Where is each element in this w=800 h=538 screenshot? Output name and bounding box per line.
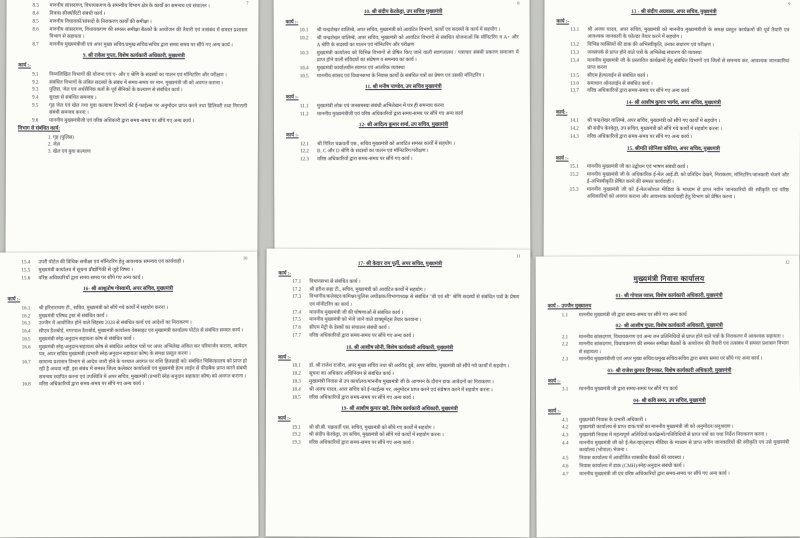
works-label: कार्य :- — [556, 19, 570, 25]
work-item-text: B, C और D श्रेणि के सदस्यों का पालन एवं मॉनिटरिंग/परीक्षण । — [317, 149, 429, 155]
work-item — [562, 311, 789, 319]
work-item-text: माननीय मुख्यमंत्री जी का उद्बोधन एवं भाषण संबंधी कार्य । — [586, 164, 689, 171]
work-item-text: मुख्यमंत्री लोक एवं जनसमस्या संबंधी अभिलेखन में पत्र ही समन्वय करना — [316, 103, 444, 109]
work-item-number: 10.1 — [299, 28, 309, 34]
works-label: कार्य :- — [278, 271, 292, 277]
scanned-page — [265, 249, 530, 538]
work-item — [21, 274, 246, 282]
work-item — [33, 3, 248, 11]
work-item — [570, 57, 789, 72]
work-item — [292, 333, 519, 341]
work-item-number: 10.4 — [299, 66, 309, 72]
work-item-text: वरिष्ठ अधिकारियों द्वारा समय-समय पर सौंपे गए कार्य । — [317, 157, 413, 163]
work-item-number: 18.5 — [291, 395, 301, 401]
work-item-number: 8.4 — [32, 11, 39, 17]
work-item-text: वरिष्ठ अधिकारियों द्वारा समय-समय पर सौंपे गए अन्य कार्य — [587, 89, 689, 95]
work-item — [32, 103, 247, 118]
page-content — [266, 249, 531, 453]
work-item — [570, 49, 789, 57]
work-item-number: 15.4 — [21, 260, 31, 266]
work-item-text: माननीय सांसद एवं विधानसभा के निवास कार्यों के संबंधित पत्रों का प्रेषण एवं उसकी मॉनिटरिंग । — [316, 73, 485, 79]
work-item-text: श्री हरीश सहा टी., सचिव, मुख्यमंत्री को आवंटित कार्यों में सहयोग । — [309, 287, 426, 293]
works-label: कार्य :- — [18, 63, 31, 69]
work-item — [300, 34, 519, 49]
work-item-number: 13.2 — [570, 42, 580, 48]
work-item-text: वरिष्ठ अधिकारियों द्वारा समय-समय पर सौंपे गए अन्य कार्य । — [308, 395, 414, 401]
work-item-text: माननीय विधायकों/सांसदों के निराकरण कार्यों की समीक्षा । — [49, 19, 152, 25]
work-item — [562, 333, 789, 341]
work-item-number: 15.5 — [21, 268, 31, 274]
work-item — [292, 363, 519, 371]
work-item — [292, 386, 519, 394]
work-item-text: माननीय मुख्यमंत्रीजी एवं वरिष्ठ अधिकारी द्वारा समय-समय पर सौंपे गए अन्य कार्य । — [49, 118, 195, 125]
work-item-number: 10.2 — [299, 35, 309, 41]
work-item-number: 16.1 — [21, 306, 31, 312]
work-item — [570, 118, 789, 126]
work-item-number: 14.2 — [569, 126, 579, 132]
work-item-number: 4.3 — [562, 433, 569, 439]
work-item — [570, 164, 789, 172]
work-item-number: 8.5 — [32, 19, 39, 25]
work-item — [300, 64, 519, 72]
work-item — [292, 378, 519, 386]
work-item-text: श्री सी.बी. चक्रवर्ती एस, सचिव, मुख्यमंत्री को सौंपे गए कार्यों में सहयोग । — [308, 425, 435, 431]
work-item-text: मुख्यमंत्री कार्यालय को विभिन्न विभागों से प्रेषित किए जाने वाली स्वागतालय / पत्राचार संबंधी प्रकरण समाजन में प्राप्त होने वाली संविदयों का संप्रेषण व समन्वय का कार्य । — [316, 50, 519, 64]
section-heading: 01- श्री गोपाल व्यास, विशेष कार्यकारी अधिकारी, मुख्यमंत्री — [615, 293, 723, 300]
work-item-text: निवास कार्यालय में डाक (CMH)/स्नेह/अनुदान संबंधी कार्य । — [579, 463, 685, 470]
work-item — [562, 416, 789, 424]
work-item-text: निम्नलिखित विभागों की योजना एवं ए- और ए श्रेणि के सदस्यों का पालन एवं मॉनिटरिंग और परीक्षण । — [49, 72, 227, 79]
work-item-text: सामान्य प्रशासन विभाग से आदेश जारी होने के पश्चात अवगत पर राशि हितग्राही को/ संबंधित चिकित्सालय को प्राप्त हो रही है अथवा नहीं, इस संबंध में समस्त जिला कलेक्टर कार्यालयों एवं मुख्यमंत्री हेल्प लाईन से फीडबैक प्राप्त करने संबंधी समन्वय स्थापित करना एवं उपस्थिति में अपर सचिव, मुख्यमंत्री (प्रभारी स्नेह/अनुदान सहायता कोष) को अवगत कराना । — [38, 359, 247, 380]
work-item-text: माननीय सांसदगण, विधायकगण एवं अन्य जन प्रतिनिधियों से प्राप्त होने वाले पत्रों के निराकरण में आवश्यक सहायता । — [578, 334, 784, 340]
work-item — [300, 148, 519, 156]
work-item-number: 16.8 — [21, 382, 31, 388]
work-item-text: मुख्यमंत्री कार्यालय में सूचना प्रौद्योगिकी से जुड़े विषय । — [38, 267, 133, 274]
page-content — [0, 251, 258, 393]
scanned-page — [274, 0, 531, 257]
section-heading: 10. श्री संदीप केरकेट्टा, उप सचिव मुख्यमंत्री — [363, 8, 443, 15]
work-item-number: 4.6 — [562, 464, 569, 470]
section-heading: 12- श्री आदित्य कुमार शर्मा, उप सचिव, मुख्यमंत्री — [358, 122, 449, 129]
work-item — [562, 386, 789, 394]
work-item-text: माननीय मुख्यमंत्री जी को ई-मेल/सोशल मीडिया के माध्यम से प्राप्त नवीन जानकारियों की स्वीकृति एवं वरिष्ठ अधिकारियों को अवगत कराना और आवश्यक कार्यवाही हेतु विभाग को प्रेषित करना । — [586, 187, 789, 201]
work-item-text: सूचना का अधिकार अधिनियम से संबंधित कार्य । — [309, 371, 394, 377]
section-heading: 19- श्री आशीष कुमार खरे, विशेष कार्यकारी अधिकारी, मुख्यमंत्री — [341, 406, 458, 413]
section-heading: 02- श्री आशीष गुप्ता, विशेष कार्यकारी अधिकारी, मुख्यमंत्री — [615, 323, 723, 330]
department-list-item: 3. खेल एवं युवा कल्याण — [47, 149, 91, 155]
page-number: 7 — [246, 0, 249, 6]
work-item-text: श्री अजय यादव, अपर सचिव को ई-फाईल्स पर, अनुमोदन प्राप्त करने एवं संप्रेषण करने में सहयोग करना । — [309, 387, 493, 393]
work-item-text: समाधान ऑनलाईन से संबंधित कार्य । — [587, 81, 653, 87]
work-item — [32, 41, 247, 49]
work-item-number: 9.4 — [32, 95, 39, 101]
work-item — [300, 110, 519, 118]
section-heading: 18. श्री आशीष सोनी, विशेष कार्यकारी अधिकारी, मुख्यमंत्री — [346, 344, 454, 352]
works-label: कार्य:- — [556, 110, 568, 116]
scanned-page — [0, 251, 259, 537]
work-item — [562, 341, 789, 356]
work-item-text: माननीय मुख्यमंत्री जी को ई-मेल/व्हाट्सएप मीडिया के माध्यम से प्राप्त नवीन जानकारियों की स्वीकृति एवं उसे मुख्यमंत्री कार्यालय (भोपाल) भेजना । — [579, 440, 790, 454]
work-item-text: माननीय मुख्यमंत्री जी एवं वरिष्ठ अधिकारियों द्वारा समय-समय पर सौंपे गए अन्य कार्य । — [579, 471, 730, 478]
work-item — [300, 156, 519, 164]
work-item-number: 19.3 — [291, 440, 301, 446]
department-list-item: 1. गृह (पुलिस) — [47, 135, 74, 141]
work-item-number: 4.1 — [562, 417, 569, 423]
work-item-text: श्री हरिनारायण टी., सचिव, मुख्यमंत्री को सौंपे गये कार्यों में सहयोग करना । — [38, 305, 169, 312]
work-item-text: वरिष्ठ अधिकारियों द्वारा समय-समय पर सौंपे गए अन्य कार्य । — [38, 275, 144, 282]
work-item-number: 15.2 — [569, 172, 579, 178]
work-item-number: 19.2 — [291, 433, 301, 439]
work-item-number: 16.3 — [21, 321, 31, 327]
work-item — [292, 371, 519, 379]
work-item-text: गृह जेल एवं खेल तथा युवा कल्याण विभागों की ई-फाईल्स पर अनुमोदन प्राप्त करने तथा डिलिवरी तथा निगरानी संबंधी समन्वय करना । — [49, 103, 248, 117]
page-number: 11 — [516, 253, 521, 259]
work-item — [300, 49, 519, 64]
work-item-text: सीएम डैशबोर्ड, नगरपाल डैशबोर्ड, मुख्यमंत्री कार्यालय वेबसाइट एवं मुख्यमंत्री कार्यालय पोर्टल से संबंधित समस्त कार्य । — [38, 328, 244, 335]
work-item — [562, 463, 789, 471]
work-item-number: 2.1 — [561, 334, 569, 340]
work-item — [570, 42, 789, 50]
work-item-number: 12.1 — [300, 141, 309, 147]
work-item-number: 13.4 — [570, 58, 579, 64]
works-label: कार्य :- — [285, 19, 299, 25]
scanned-page — [5, 0, 258, 255]
work-item-text: वरिष्ठ अधिकारियों द्वारा समय-समय पर सौंपे गए अन्य कार्य । — [38, 382, 144, 388]
work-item-number: 16.6 — [21, 345, 31, 351]
work-item — [562, 356, 789, 364]
work-item — [32, 71, 247, 79]
work-item-number: 9.3 — [32, 87, 39, 93]
work-item — [570, 172, 789, 187]
work-item — [570, 187, 789, 202]
work-item — [570, 134, 789, 142]
work-item-text: डॉ. श्री राजेश राजौरा, अपर मुख्य सचिव तथा श्री अरविंद दुबे, अपर सचिव, मुख्यमंत्री को सौंपे गये कार्यों में सहयोग । — [309, 363, 510, 370]
work-item — [292, 424, 519, 432]
work-item — [292, 294, 519, 309]
page-number: 10 — [242, 255, 248, 261]
work-item — [300, 102, 519, 110]
work-item-text: माननीय मुख्यमंत्रीजी एवं अपर मुख्य सचिव/प्रमुख सचिव/सचिव द्वारा समय समय पर सौंपे गए अन्य कार्य । — [578, 357, 763, 363]
works-label: विभाग से संबंधित कार्य: — [17, 126, 60, 133]
work-item-number: 15.3 — [569, 187, 579, 193]
work-item — [562, 455, 789, 463]
work-item — [22, 343, 247, 358]
work-item — [292, 432, 519, 440]
work-item-text: माननीय मुख्यमंत्री को भेजे जाने वाले डाक्यूमेंट्स तैयार करवाना । — [309, 318, 422, 324]
work-item-text: माननीय मुख्यमंत्री जी द्वारा समय-समय पर सौंपे गए कार्य — [578, 387, 678, 393]
page-content — [536, 256, 800, 484]
work-item — [292, 278, 519, 286]
work-item-number: 8.6 — [32, 27, 39, 33]
work-item-number: 15.1 — [569, 164, 579, 170]
work-item-text: सीएम मेट्री के डेस्कों का संचालन संबंधी कार्य । — [309, 325, 390, 332]
work-item-text: माननीय मुख्यमंत्री जी के अधिकारिक ई-मेल आई.डी. को प्रतिदिन देखने, निराकरण, मॉनिटरिंग/जानकारी भेजने और ई-अभिस्वीकृति प्रेषित करने की समस्त कार्यवाही । — [586, 172, 789, 186]
work-item-number: 3.1 — [561, 387, 569, 393]
work-item-number: 1.1 — [561, 313, 568, 319]
work-item-text: वरिष्ठ अधिकारियों द्वारा समय-समय पर सौंपे गए अन्य कार्य । — [309, 333, 415, 340]
work-item-text: वरिष्ठ अधिकारियों द्वारा समय-समय पर सौंपे गए अन्य कार्य । — [586, 134, 692, 141]
page-number: 12 — [784, 259, 790, 265]
work-item-number: 9.5 — [32, 103, 39, 109]
department-list-item: 2. जेल — [47, 142, 61, 148]
work-item — [292, 325, 519, 333]
work-item-number: 17.1 — [292, 279, 302, 285]
work-item-number: 4.2 — [562, 425, 569, 431]
work-item-number: 14.3 — [569, 134, 579, 140]
works-label: कार्य :- — [286, 133, 299, 139]
work-item-number: 12.2 — [300, 149, 309, 155]
work-item-text: माननीय सांसदगण, विधायकगण के समन्वीय विभाग क्षेत्र के कार्यों का समन्वय एवं संचालन । — [49, 3, 210, 10]
work-item-number: 17.4 — [292, 310, 302, 316]
work-item-number: 17.7 — [292, 333, 301, 339]
work-item-text: श्री गिरिश चक्रवर्ती एस., सचिव मुख्यमंत्री को आवंटित समस्त कार्यों में सहयोग । — [317, 141, 455, 147]
work-item-text: मुख्यमंत्री निवास से उप कार्यालय/माननीय मुख्यमंत्री जी के आगमन के दौरान डाक आवेदनों का निराकरण । — [309, 379, 494, 386]
work-item-number: 15.6 — [21, 276, 31, 282]
section-heading: 15. श्रीमति सोनिशा कोरिया, अपर सचिव, मुख्यमंत्री — [626, 145, 720, 152]
work-item-number: 18.3 — [292, 379, 301, 385]
work-item-text: श्री संदीप केरकेट्टा, उप सचिव, मुख्यमंत्री को सौंपे गये कार्यों में सहयोग करना । — [308, 433, 444, 439]
work-item-text: मुख्यमंत्री कार्यालय से प्राप्त डाक/पत्रों का माननीय मुख्यमंत्री जी को अनुमोदन/अनुश्रवण । — [579, 425, 734, 431]
work-item-text: निवास कार्यालय में आयोजित शासकीय बैठकों की व्यवस्था । — [579, 456, 685, 462]
work-item-text: माननीय सांसदगण, विधायकगण की समस्त समीक्षा बैठकों के आयोजन की तैयारी एवं तत्संबंध में समस्त प्रशासन विभाग से सहायता । — [49, 27, 248, 40]
page-content — [6, 0, 259, 161]
page-content — [274, 0, 531, 169]
work-item-text: माननीय मुख्यमंत्रीजी एवं अपर मुख्य सचिव/प्रमुख सचिव/सचिव द्वारा समय समय पर सौंपे गए अन्य कार्य । — [49, 42, 233, 49]
work-item-text: मुख्यमंत्री निवास में महत्वपूर्ण अतिथियों/कार्यक्रमों/गतिविधियों से प्राप्त पत्रों का यथा निर्देश निराकरण करना । — [579, 432, 768, 439]
work-item-number: 11.1 — [299, 104, 309, 110]
work-item — [570, 72, 789, 80]
scanned-page — [536, 256, 800, 538]
section-heading: 04- श्री कवि समर, उप सचिव, मुख्यमंत्री — [633, 398, 706, 405]
work-item-number: 17.3 — [292, 295, 302, 301]
work-item — [300, 140, 519, 148]
work-item-text: मुख्यमंत्री स्नेह/अनुदान/सहायता कोष से संबंधित आवेदन पत्रों पर अपर अभिलेख अंकित कर परिमार्जन कराना, आवेदन पत्र, अपर सचिव मुख्यमंत्री (प्रभारी स्नेह/अनुदान सहायता कोष) के समक्ष प्रस्तुत करना । — [38, 344, 247, 358]
work-item-text: माननीय मुख्यमंत्रीजी एवं वरिष्ठ अधिकारियों द्वारा समय-समय पर सौंपे गए अन्य कार्य — [316, 111, 464, 117]
work-item-number: 16.4 — [21, 329, 31, 335]
work-item-text: मुख्यमंत्री कार्यालयीन स्वागत एवं आंतरिक व्यवस्था — [316, 65, 405, 72]
works-label: कार्य :- — [547, 379, 561, 385]
work-item-text: श्री अजय यादव, अपर सचिव, मुख्यमंत्री को माननीय मुख्यमंत्रीजी के समक्ष प्रस्तुत कार्यक्रमों की पूर्व तैयारी एवं आवश्यक जानकारी के फोल्डर तैयार करने में सहयोग । — [587, 27, 790, 41]
work-item-text: मुख्यमंत्री निवास के प्रभारी अधिकारी । — [579, 417, 647, 423]
work-item-number: 4.5 — [562, 456, 569, 462]
work-item — [292, 286, 519, 294]
work-item-number: 17.2 — [292, 287, 302, 293]
work-item-text: माननीय मुख्यमंत्री जी के प्रस्तावित कार्यक्रमों हेतु संबंधित विभागों एवं जिलों से समन्वय कर, आवश्यक जानकारियां प्राप्त करना — [587, 58, 790, 71]
work-item — [570, 80, 789, 88]
section-heading: 16- श्री आशुतोष गोस्वामी, अपर सचिव, मुख्यमंत्री — [83, 286, 174, 293]
work-item — [292, 440, 519, 448]
work-item — [32, 18, 247, 26]
work-item — [570, 26, 789, 41]
section-heading: 9. श्री राकेश गुप्ता, विशेष कार्यकारी अधिकारी, मुख्यमंत्री — [82, 53, 185, 60]
works-label: कार्य :- — [285, 95, 299, 101]
work-item-number: 18.4 — [292, 387, 301, 393]
works-label: कार्य :- — [277, 416, 291, 422]
document-title: मुख्यमंत्री निवास कार्यालय — [633, 274, 705, 284]
work-item — [292, 317, 519, 325]
work-item-text: मुख्यमंत्री स्नेह/अनुदान सहायता कोष से संबंधित कार्य । — [38, 337, 135, 343]
work-item-number: 18.1 — [292, 363, 301, 369]
work-item — [32, 10, 247, 18]
work-item-text: विधानसभा से संबंधित कार्य । — [309, 279, 361, 285]
work-item-number: 8.7 — [32, 42, 39, 48]
work-item-text: वरिष्ठ अधिकारियों द्वारा समय-समय पर सौंपे गए अन्य कार्य । — [308, 440, 414, 447]
work-item — [300, 72, 519, 80]
work-item-text: विभागीय/कलेक्टर/कमिश्नर/पुलिस अधीक्षक/विभागाध्यक्ष से संबंधित "बी एवं सी" श्रेणि सदस्यों से संबंधित पत्रों के प्रेषण एवं मॉनीटरिंग का कार्य । — [309, 295, 520, 308]
work-item-text: माननीय मुख्यमंत्री जी की घोषणाओं से संबंधित कार्य । — [309, 310, 404, 316]
work-item-text: निवास सीक्योरिटी संबंधी कार्य । — [49, 11, 106, 17]
work-item — [292, 394, 519, 402]
work-item-number: 2.3 — [561, 357, 569, 363]
work-item-text: संबंधित विभागों के लंबित सदस्यों के संबंध में समय-समय पर मान. मुख्यमंत्री जी को अवगत कराना । — [49, 80, 224, 86]
work-item-number: 16.7 — [21, 360, 31, 366]
works-label: कार्य :- — [555, 156, 569, 162]
work-item-text: सुरक्षा से संबंधित समन्वय । — [49, 95, 97, 102]
work-item-number: 16.5 — [21, 337, 31, 343]
work-item — [32, 118, 247, 126]
page-content — [544, 0, 800, 207]
work-item — [562, 424, 789, 432]
work-item-number: 17.5 — [292, 318, 302, 324]
work-item-text: उज्जैन में आयोजित होने वाले सिंहस्थ 2028 से संबंधित कार्य एवं आदेशों का निराकरण । — [38, 321, 192, 327]
works-label: कार्य :- — [278, 355, 291, 361]
work-item-number: 13.5 — [570, 73, 579, 79]
work-item-number: 2.2 — [561, 342, 569, 348]
section-heading: 14- श्री आशीष कुमार भार्गव, अपर सचिव, मुख्यमंत्री — [626, 99, 721, 107]
work-item-number: 12.3 — [300, 157, 309, 163]
work-item-number: 13.7 — [570, 88, 579, 95]
work-item — [562, 432, 789, 440]
scanned-page — [544, 0, 800, 259]
work-item-number: 8.3 — [32, 3, 39, 9]
section-heading: 11. श्री मनीष पाण्डेय, उप सचिव मुख्यमंत्री — [365, 84, 442, 91]
work-item — [300, 26, 519, 34]
work-item — [32, 95, 247, 103]
work-item-number: 11.2 — [299, 111, 309, 117]
work-item-number: 17.6 — [292, 325, 301, 331]
work-item-text: सीएम हेल्पलाईन से संबंधित कार्य । — [587, 73, 649, 79]
work-item-text: माननीय सांसदगण, विधायकगण की समस्त समीक्षा बैठकों के आयोजन की तैयारी एवं तत्संबंध में समस्त प्रशासन विभाग से सहायता । — [578, 341, 789, 355]
work-item-text: जनसंपर्क से प्राप्त होने वाले पत्रों के अभिलेख संधारण की व्यवस्था — [587, 50, 702, 56]
work-item-number: 18.2 — [292, 371, 301, 377]
work-item-text: श्री चन्द्रशेखर वालिम्बे, अपर सचिव, मुख्यमंत्री को आवंटित विभागों से संबंधित योजनाओं कि मॉनिटरिंग व A+ और A श्रेणि के सदस्यों का पालन एवं मॉनिटरिंग और परीक्षण — [316, 35, 519, 49]
work-item-text: उपरी पोर्टल की विधिक समीक्षा एवं मॉनिटरिंग हेतु आवश्यक समन्वय एवं कार्यवाही । — [38, 259, 185, 266]
work-item — [32, 87, 247, 95]
work-item-number: 9.6 — [32, 118, 39, 124]
page-number: 9 — [788, 1, 791, 7]
work-item-number: 13.6 — [570, 81, 579, 87]
work-item — [32, 26, 247, 41]
works-label: कार्य :- उज्जैन मुख्यालय — [547, 304, 592, 310]
work-item-text: विभिन्न व्यक्तियों की डाक की अभिस्वीकृति, उनका संधारण एवं परीक्षण । — [587, 42, 715, 49]
works-label: कार्य :- — [548, 409, 561, 415]
work-item-number: 10.5 — [299, 73, 309, 80]
work-item-number: 13.3 — [570, 50, 580, 56]
works-label: कार्य :- — [7, 297, 21, 303]
work-item-number: 4.7 — [562, 472, 569, 478]
work-item-number: 10.3 — [299, 51, 309, 57]
work-item — [32, 79, 247, 87]
section-heading: 13 - श्री संदीप अग्रवाल, अपर सचिव, मुख्यमंत्री — [631, 8, 717, 15]
work-item-number: 4.4 — [562, 441, 569, 447]
page-number: 8 — [517, 0, 520, 6]
work-item-text: मुख्यमंत्री परिषद ट्रस्ट से संबंधित कार्य । — [38, 313, 108, 319]
work-item — [562, 440, 789, 455]
work-item-number: 9.2 — [32, 80, 39, 86]
work-item-text: श्री चन्द्रशेखर वालिम्बे, अपर सचिव, मुख्यमंत्री को सौंपे गए कार्यों में सहयोग । — [587, 119, 721, 125]
work-item-text: श्री चन्द्रशेखर वालिम्बे, अपर सचिव, मुख्यमंत्री को आवंटित विभागों, कार्यों एवं सदस्यों के कार्य में सहयोग । — [316, 27, 501, 34]
work-item-text: श्री संदीप केरकेट्टा, उप सचिव, मुख्यमंत्री को सौंपे गये कार्यों में सहयोग करना । — [586, 126, 722, 133]
work-item — [562, 470, 789, 478]
work-item-number: 14.1 — [570, 119, 579, 125]
section-heading: 17- श्री केदार राम पूर्ती, अपर सचिव, मुख्यमंत्री — [357, 260, 443, 267]
work-item — [292, 309, 519, 317]
work-item — [570, 88, 789, 96]
work-item — [570, 126, 789, 134]
work-item — [22, 381, 247, 389]
work-item-number: 16.2 — [21, 313, 31, 320]
work-item-number: 9.1 — [32, 72, 39, 78]
work-item — [22, 359, 247, 382]
work-item-number: 13.1 — [570, 27, 580, 33]
work-item-text: माननीय मुख्यमंत्री जी द्वारा समय-समय पर सौंपे गए अन्य कार्य — [578, 312, 687, 319]
work-item-number: 19.1 — [291, 425, 301, 431]
section-heading: 03- श्री राजेश कुमार हिंगनकर, विशेष कार्यकारी अधिकारी, मुख्यमंत्री — [607, 367, 732, 375]
work-item-text: पुलिस, जेल एवं अर्धसैनिक बलों के पूर्व सैनिकों के कल्याण से संबंधित कार्य । — [49, 87, 183, 94]
